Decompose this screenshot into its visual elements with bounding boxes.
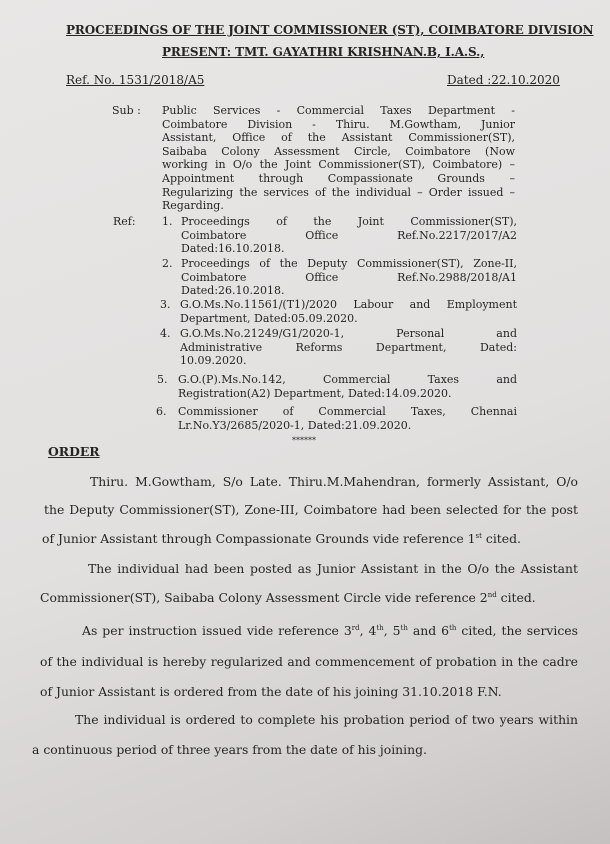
references-label: Ref: bbox=[113, 215, 136, 228]
reference-line: Dated:16.10.2018. bbox=[181, 242, 285, 256]
text-segment: The individual is ordered to complete his probation period of two years within bbox=[75, 712, 578, 727]
reference-line: Proceedings of the Deputy Commissioner(ST), Zone-II, bbox=[181, 257, 517, 270]
reference-line: Commissioner of Commercial Taxes, Chennai bbox=[178, 405, 517, 418]
reference-line: Dated:26.10.2018. bbox=[181, 284, 285, 298]
subject-line: Regarding. bbox=[162, 199, 224, 213]
reference-line: Coimbatore Office Ref.No.2217/2017/A2 bbox=[181, 228, 517, 242]
text-segment: cited. bbox=[496, 590, 536, 605]
subject-line: Coimbatore Division - Thiru. M.Gowtham, Junior bbox=[162, 117, 515, 131]
ordinal-suffix: nd bbox=[487, 591, 497, 599]
text-segment: the Deputy Commissioner(ST), Zone-III, Coimbatore had been selected for the post bbox=[44, 502, 578, 517]
text-segment: of the individual is hereby regularized and commencement of probation in the cadre bbox=[40, 654, 578, 669]
text-segment: As per instruction issued vide reference 3 bbox=[82, 623, 352, 638]
reference-line: Proceedings of the Joint Commissioner(ST), bbox=[181, 215, 517, 228]
subject-line: Appointment through Compassionate Grounds – bbox=[162, 172, 515, 185]
order-paragraph-line bbox=[40, 684, 502, 700]
text-segment: of Junior Assistant through Compassionate Grounds vide reference 1 bbox=[42, 531, 476, 546]
reference-line: G.O.(P).Ms.No.142, Commercial Taxes and bbox=[178, 373, 517, 386]
order-paragraph-line bbox=[44, 502, 578, 519]
reference-line: Lr.No.Y3/2685/2020-1, Dated:21.09.2020. bbox=[178, 418, 412, 432]
subject-line: Regularizing the services of the individual – Order issued – bbox=[162, 185, 515, 199]
order-paragraph-line bbox=[32, 742, 427, 758]
subject-label: Sub : bbox=[112, 104, 141, 117]
ordinal-suffix: th bbox=[400, 624, 408, 632]
text-segment: , 5 bbox=[383, 623, 401, 638]
reference-number-2: 2. bbox=[162, 257, 173, 270]
reference-number-4: 4. bbox=[160, 327, 171, 340]
reference-number-1: 1. bbox=[162, 215, 173, 228]
text-segment: Commissioner(ST), Saibaba Colony Assessment Circle vide reference 2 bbox=[40, 590, 488, 605]
ordinal-suffix: th bbox=[449, 624, 457, 632]
order-paragraph-line bbox=[88, 561, 578, 578]
reference-line: 10.09.2020. bbox=[180, 354, 247, 368]
reference-line: Coimbatore Office Ref.No.2988/2018/A1 bbox=[181, 270, 517, 284]
ordinal-suffix: st bbox=[475, 532, 482, 540]
text-segment: , 4 bbox=[359, 623, 377, 638]
subject-line: Public Services - Commercial Taxes Department - bbox=[162, 104, 515, 117]
reference-number-6: 6. bbox=[156, 405, 167, 418]
reference-line: Department, Dated:05.09.2020. bbox=[180, 311, 358, 325]
reference-line: Administrative Reforms Department, Dated: bbox=[180, 340, 517, 354]
text-segment: of Junior Assistant is ordered from the date of his joining 31.10.2018 F.N. bbox=[40, 684, 502, 699]
document-title: PROCEEDINGS OF THE JOINT COMMISSIONER (ST), COIMBATORE DIVISION bbox=[66, 23, 594, 37]
text-segment: and 6 bbox=[407, 623, 450, 638]
order-paragraph-line bbox=[42, 531, 521, 547]
ordinal-suffix: th bbox=[376, 624, 384, 632]
reference-number-5: 5. bbox=[157, 373, 168, 386]
ordinal-suffix: rd bbox=[351, 624, 360, 632]
reference-number-3: 3. bbox=[160, 298, 171, 311]
reference-number: Ref. No. 1531/2018/A5 bbox=[66, 73, 205, 87]
order-paragraph-line bbox=[90, 474, 578, 491]
order-paragraph-line bbox=[40, 590, 536, 606]
order-heading: ORDER bbox=[48, 444, 100, 459]
order-paragraph-line bbox=[82, 623, 578, 640]
text-segment: cited. bbox=[481, 531, 521, 546]
subject-line: working in O/o the Joint Commissioner(ST), Coimbatore) – bbox=[162, 158, 515, 172]
order-date: Dated :22.10.2020 bbox=[447, 73, 560, 87]
text-segment: a continuous period of three years from the date of his joining. bbox=[32, 742, 427, 757]
present-officer: PRESENT: TMT. GAYATHRI KRISHNAN.B, I.A.S., bbox=[162, 45, 485, 59]
reference-line: G.O.Ms.No.11561/(T1)/2020 Labour and Employment bbox=[180, 298, 517, 311]
reference-line: Registration(A2) Department, Dated:14.09.2020. bbox=[178, 386, 452, 400]
subject-line: Assistant, Office of the Assistant Commissioner(ST), bbox=[162, 131, 515, 145]
order-paragraph-line bbox=[40, 654, 578, 671]
reference-line: G.O.Ms.No.21249/G1/2020-1, Personal and bbox=[180, 327, 517, 340]
text-segment: cited, the services bbox=[456, 623, 578, 638]
subject-line: Saibaba Colony Assessment Circle, Coimbatore (Now bbox=[162, 144, 515, 158]
text-segment: The individual had been posted as Junior Assistant in the O/o the Assistant bbox=[88, 561, 578, 576]
separator: ****** bbox=[292, 436, 316, 445]
text-segment: Thiru. M.Gowtham, S/o Late. Thiru.M.Mahendran, formerly Assistant, O/o bbox=[90, 474, 578, 489]
order-paragraph-line bbox=[75, 712, 578, 729]
